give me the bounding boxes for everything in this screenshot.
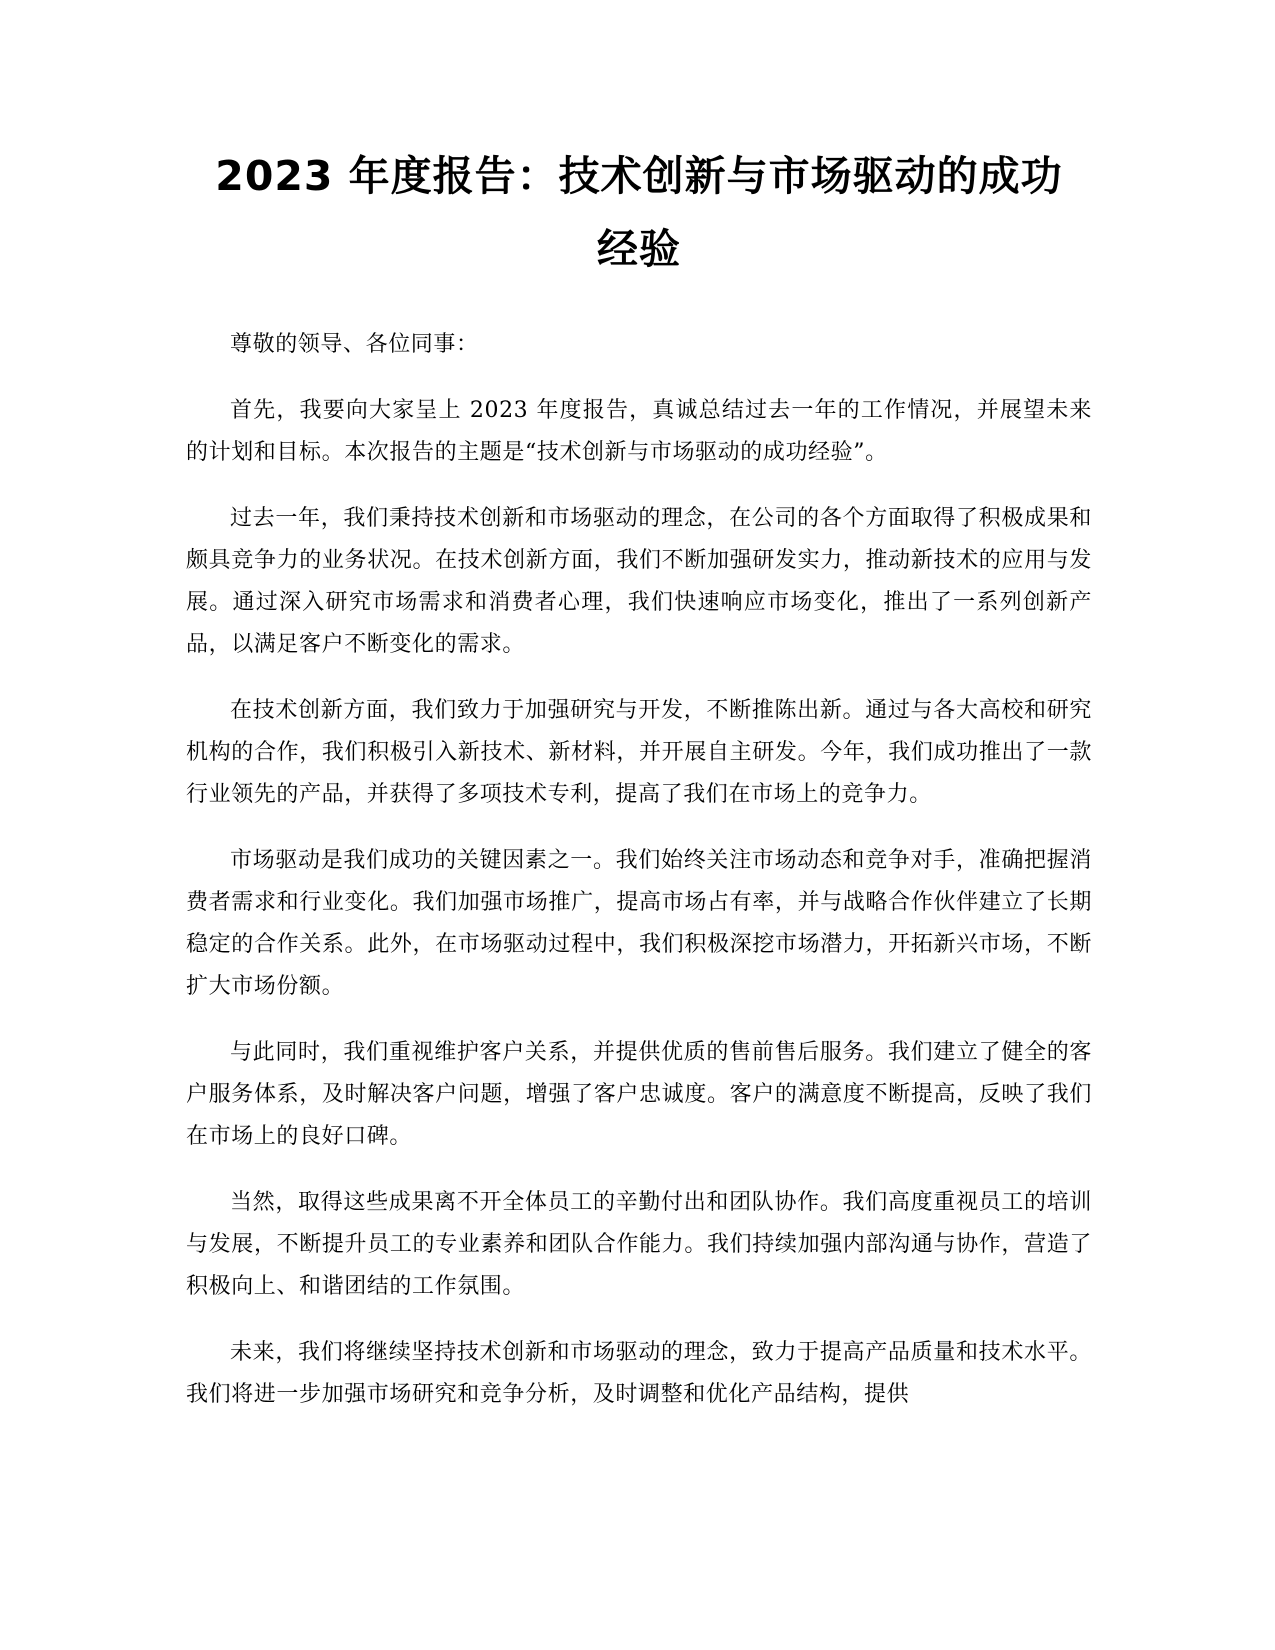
paragraph-market-driven: 市场驱动是我们成功的关键因素之一。我们始终关注市场动态和竞争对手，准确把握消费者需求和行业变化。我们加强市场推广，提高市场占有率，并与战略合作伙伴建立了长期稳定的合作关系。此外，在市场驱动过程中，我们积极深挖市场潜力，开拓新兴市场，不断扩大市场份额。 [186,848,1092,999]
salutation: 尊敬的领导、各位同事： [230,332,479,357]
paragraph-tech-innovation: 在技术创新方面，我们致力于加强研究与开发，不断推陈出新。通过与各大高校和研究机构的合作，我们积极引入新技术、新材料，并开展自主研发。今年，我们成功推出了一款行业领先的产品，并获得了多项技术专利，提高了我们在市场上的竞争力。 [186,698,1092,807]
paragraph-teamwork: 当然，取得这些成果离不开全体员工的辛勤付出和团队协作。我们高度重视员工的培训与发展，不断提升员工的专业素养和团队合作能力。我们持续加强内部沟通与协作，营造了积极向上、和谐团结的工作氛围。 [186,1190,1092,1299]
document-page [186,140,1092,1440]
paragraph-future: 未来，我们将继续坚持技术创新和市场驱动的理念，致力于提高产品质量和技术水平。我们将进一步加强市场研究和竞争分析，及时调整和优化产品结构，提供 [186,1340,1092,1407]
title-line-2: 经验 [597,225,681,273]
document-title [186,140,1092,286]
paragraph-overview: 过去一年，我们秉持技术创新和市场驱动的理念，在公司的各个方面取得了积极成果和颇具竞争力的业务状况。在技术创新方面，我们不断加强研发实力，推动新技术的应用与发展。通过深入研究市场需求和消费者心理，我们快速响应市场变化，推出了一系列创新产品，以满足客户不断变化的需求。 [186,506,1092,657]
paragraph-customer-relations: 与此同时，我们重视维护客户关系，并提供优质的售前售后服务。我们建立了健全的客户服务体系，及时解决客户问题，增强了客户忠诚度。客户的满意度不断提高，反映了我们在市场上的良好口碑。 [186,1040,1092,1149]
document-body [186,324,1092,1416]
title-line-1: 2023 年度报告：技术创新与市场驱动的成功 [215,152,1063,200]
paragraph-intro: 首先，我要向大家呈上 2023 年度报告，真诚总结过去一年的工作情况，并展望未来的计划和目标。本次报告的主题是“技术创新与市场驱动的成功经验”。 [186,398,1092,465]
